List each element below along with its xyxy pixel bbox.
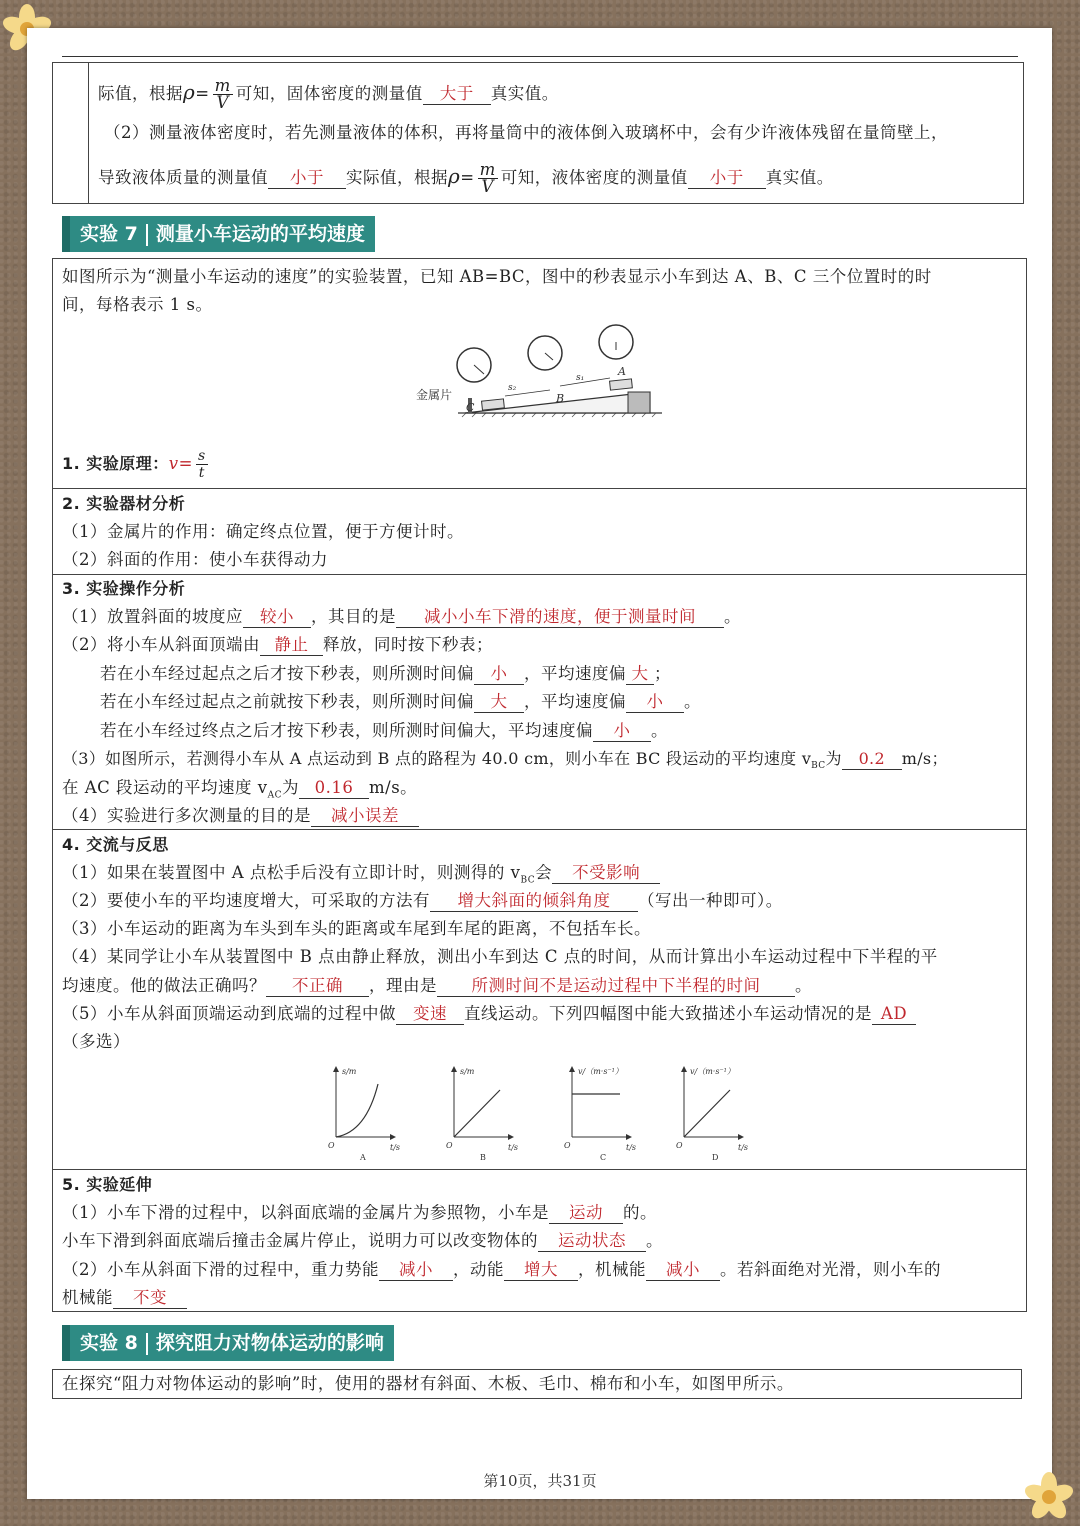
graph-C-xlabel: t/s [626, 1143, 637, 1152]
extension-line-1: （1）小车下滑的过程中，以斜面底端的金属片为参照物，小车是 运动 的。 [62, 1203, 657, 1222]
answer-blank[interactable]: 减小误差 [311, 806, 419, 827]
answer-blank[interactable]: 大 [626, 664, 654, 685]
figure-label-B: B [556, 392, 565, 405]
op-title: 3. 实验操作分析 [62, 579, 186, 598]
graph-A-xlabel: t/s [390, 1143, 401, 1152]
answer-blank[interactable]: 0.16 [299, 778, 369, 799]
figure-label-metal-plate: 金属片 [416, 388, 453, 402]
answer-blank[interactable]: 不受影响 [552, 863, 660, 884]
divider [52, 1169, 1027, 1170]
graph-C [564, 1066, 636, 1162]
op-line-1: （1）放置斜面的坡度应 较小 ，其目的是 减小小车下滑的速度，便于测量时间 。 [62, 607, 741, 626]
principle-line: 1. 实验原理：v= $\frac{s}{t}$ [62, 448, 206, 481]
equip-line-2: （2）斜面的作用：使小车获得动力 [62, 550, 328, 569]
op-line-7: 在 AC 段运动的平均速度 $v_{AC}$为 0.16 m/s。 [62, 778, 418, 801]
answer-blank[interactable]: 减小 [646, 1260, 720, 1281]
graph-B [446, 1066, 518, 1162]
answer-blank[interactable]: 减小 [379, 1260, 453, 1281]
op-line-5: 若在小车经过终点之后才按下秒表，则所测时间偏大，平均速度偏 小 。 [100, 721, 668, 740]
equip-title: 2. 实验器材分析 [62, 494, 186, 513]
page-number: 第10页，共31页 [483, 1472, 597, 1490]
divider [52, 488, 1027, 489]
answer-blank[interactable]: 小 [593, 721, 651, 742]
answer-blank[interactable]: 大 [474, 692, 524, 713]
divider [52, 574, 1027, 575]
density-line-1: 际值，根据ρ= $\frac{m}{V}$ 可知，固体密度的测量值 大于 真实值。 [98, 76, 559, 112]
intro-line-2: 间，每格表示 1 s。 [62, 295, 213, 314]
graph-A-origin: O [328, 1141, 335, 1150]
graph-A-ylabel: s/m [342, 1067, 357, 1076]
density-line-2: （2）测量液体密度时，若先测量液体的体积，再将量筒中的液体倒入玻璃杯中，会有少许液体残留在量筒壁上， [104, 123, 948, 142]
section-8-heading: 实验 8 探究阻力对物体运动的影响 [62, 1325, 394, 1361]
header-rule [62, 56, 1018, 57]
reflection-title: 4. 交流与反思 [62, 835, 169, 854]
answer-blank[interactable]: 不正确 [266, 976, 369, 997]
graph-B-ylabel: s/m [460, 1067, 475, 1076]
figure-label-s2: s₂ [508, 383, 517, 393]
motion-graphs [320, 1062, 760, 1166]
op-line-3: 若在小车经过起点之后才按下秒表，则所测时间偏 小 ，平均速度偏 大 ； [100, 664, 671, 683]
answer-blank[interactable]: 0.2 [842, 749, 902, 770]
answer-blank[interactable]: 静止 [260, 635, 323, 656]
answer-blank[interactable]: 增大 [504, 1260, 578, 1281]
graph-D-ylabel: v/（m·s⁻¹） [690, 1067, 735, 1076]
answer-blank[interactable]: 运动 [549, 1203, 623, 1224]
density-left-column [52, 62, 89, 204]
graph-D-caption: D [712, 1153, 719, 1162]
graph-D-origin: O [676, 1141, 683, 1150]
equip-line-1: （1）金属片的作用：确定终点位置，便于方便计时。 [62, 522, 464, 541]
reflection-line-4: （4）某同学让小车从装置图中 B 点由静止释放，测出小车到达 C 点的时间，从而计算出小车运动过程中下半程的平 [62, 947, 938, 966]
answer-blank[interactable]: 所测时间不是运动过程中下半程的时间 [437, 976, 795, 997]
op-line-2: （2）将小车从斜面顶端由 静止 释放，同时按下秒表； [62, 635, 493, 654]
answer-blank[interactable]: 大于 [423, 84, 491, 105]
answer-blank[interactable]: 变速 [396, 1004, 464, 1025]
divider [52, 829, 1027, 830]
graph-B-xlabel: t/s [508, 1143, 519, 1152]
answer-blank[interactable]: 增大斜面的倾斜角度 [430, 891, 638, 912]
graph-B-origin: O [446, 1141, 453, 1150]
graph-A-caption: A [360, 1153, 366, 1162]
extension-line-3: （2）小车从斜面下滑的过程中，重力势能 减小 ，动能 增大 ，机械能 减小 。若斜面绝对光滑，则小车的 [62, 1260, 941, 1279]
graph-C-origin: O [564, 1141, 571, 1150]
answer-blank[interactable]: 不变 [113, 1288, 187, 1309]
reflection-line-3: （3）小车运动的距离为车头到车头的距离或车尾到车尾的距离，不包括车长。 [62, 919, 651, 938]
reflection-line-5: 均速度。他的做法正确吗？ 不正确 ，理由是 所测时间不是运动过程中下半程的时间 。 [62, 976, 812, 995]
answer-blank[interactable]: 运动状态 [538, 1231, 646, 1252]
graph-D-xlabel: t/s [738, 1143, 749, 1152]
answer-blank[interactable]: AD [872, 1004, 916, 1025]
extension-title: 5. 实验延伸 [62, 1175, 153, 1194]
figure-label-C: C [466, 401, 475, 414]
answer-blank[interactable]: 较小 [243, 607, 311, 628]
answer-blank[interactable]: 小于 [268, 168, 346, 189]
section-8-intro: 在探究“阻力对物体运动的影响”时，使用的器材有斜面、木板、毛巾、棉布和小车，如图甲所示。 [62, 1374, 794, 1393]
answer-blank[interactable]: 减小小车下滑的速度，便于测量时间 [396, 607, 724, 628]
figure-label-A: A [618, 365, 626, 378]
answer-blank[interactable]: 小 [474, 664, 524, 685]
graph-C-caption: C [600, 1153, 607, 1162]
reflection-line-2: （2）要使小车的平均速度增大，可采取的方法有 增大斜面的倾斜角度 （写出一种即可）。 [62, 891, 783, 910]
op-line-8: （4）实验进行多次测量的目的是 减小误差 [62, 805, 419, 827]
op-line-6: （3）如图所示，若测得小车从 A 点运动到 B 点的路程为 40.0 cm，则小车在 BC 段运动的平均速度 $v_{BC}$为 0.2 m/s； [62, 749, 948, 772]
answer-blank[interactable]: 小于 [688, 168, 766, 189]
section-7-heading: 实验 7 测量小车运动的平均速度 [62, 216, 375, 252]
graph-A [328, 1066, 400, 1162]
answer-blank[interactable]: 小 [626, 692, 684, 713]
density-line-3: 导致液体质量的测量值 小于 实际值，根据ρ= $\frac{m}{V}$ 可知，液体密度的测量值 小于 真实值。 [98, 160, 834, 196]
op-line-4: 若在小车经过起点之前就按下秒表，则所测时间偏 大 ，平均速度偏 小 。 [100, 692, 701, 711]
graph-B-caption: B [480, 1153, 486, 1162]
reflection-line-6: （5）小车从斜面顶端运动到底端的过程中做 变速 直线运动。下列四幅图中能大致描述小车运动情况的是 AD [62, 1003, 916, 1025]
graph-C-ylabel: v/（m·s⁻¹） [578, 1067, 623, 1076]
reflection-line-7: （多选） [62, 1032, 130, 1051]
extension-line-2: 小车下滑到斜面底端后撞击金属片停止，说明力可以改变物体的 运动状态 。 [62, 1231, 663, 1250]
reflection-line-1: （1）如果在装置图中 A 点松手后没有立即计时，则测得的 $v_{BC}$会 不受影响 [62, 862, 660, 891]
extension-line-4: 机械能 不变 [62, 1287, 187, 1309]
intro-line-1: 如图所示为“测量小车运动的速度”的实验装置，已知 AB=BC，图中的秒表显示小车到达 A、B、C 三个位置时的时 [62, 267, 932, 286]
figure-label-s1: s₁ [576, 373, 585, 383]
incline-apparatus-figure [410, 320, 670, 422]
graph-D [676, 1066, 748, 1162]
